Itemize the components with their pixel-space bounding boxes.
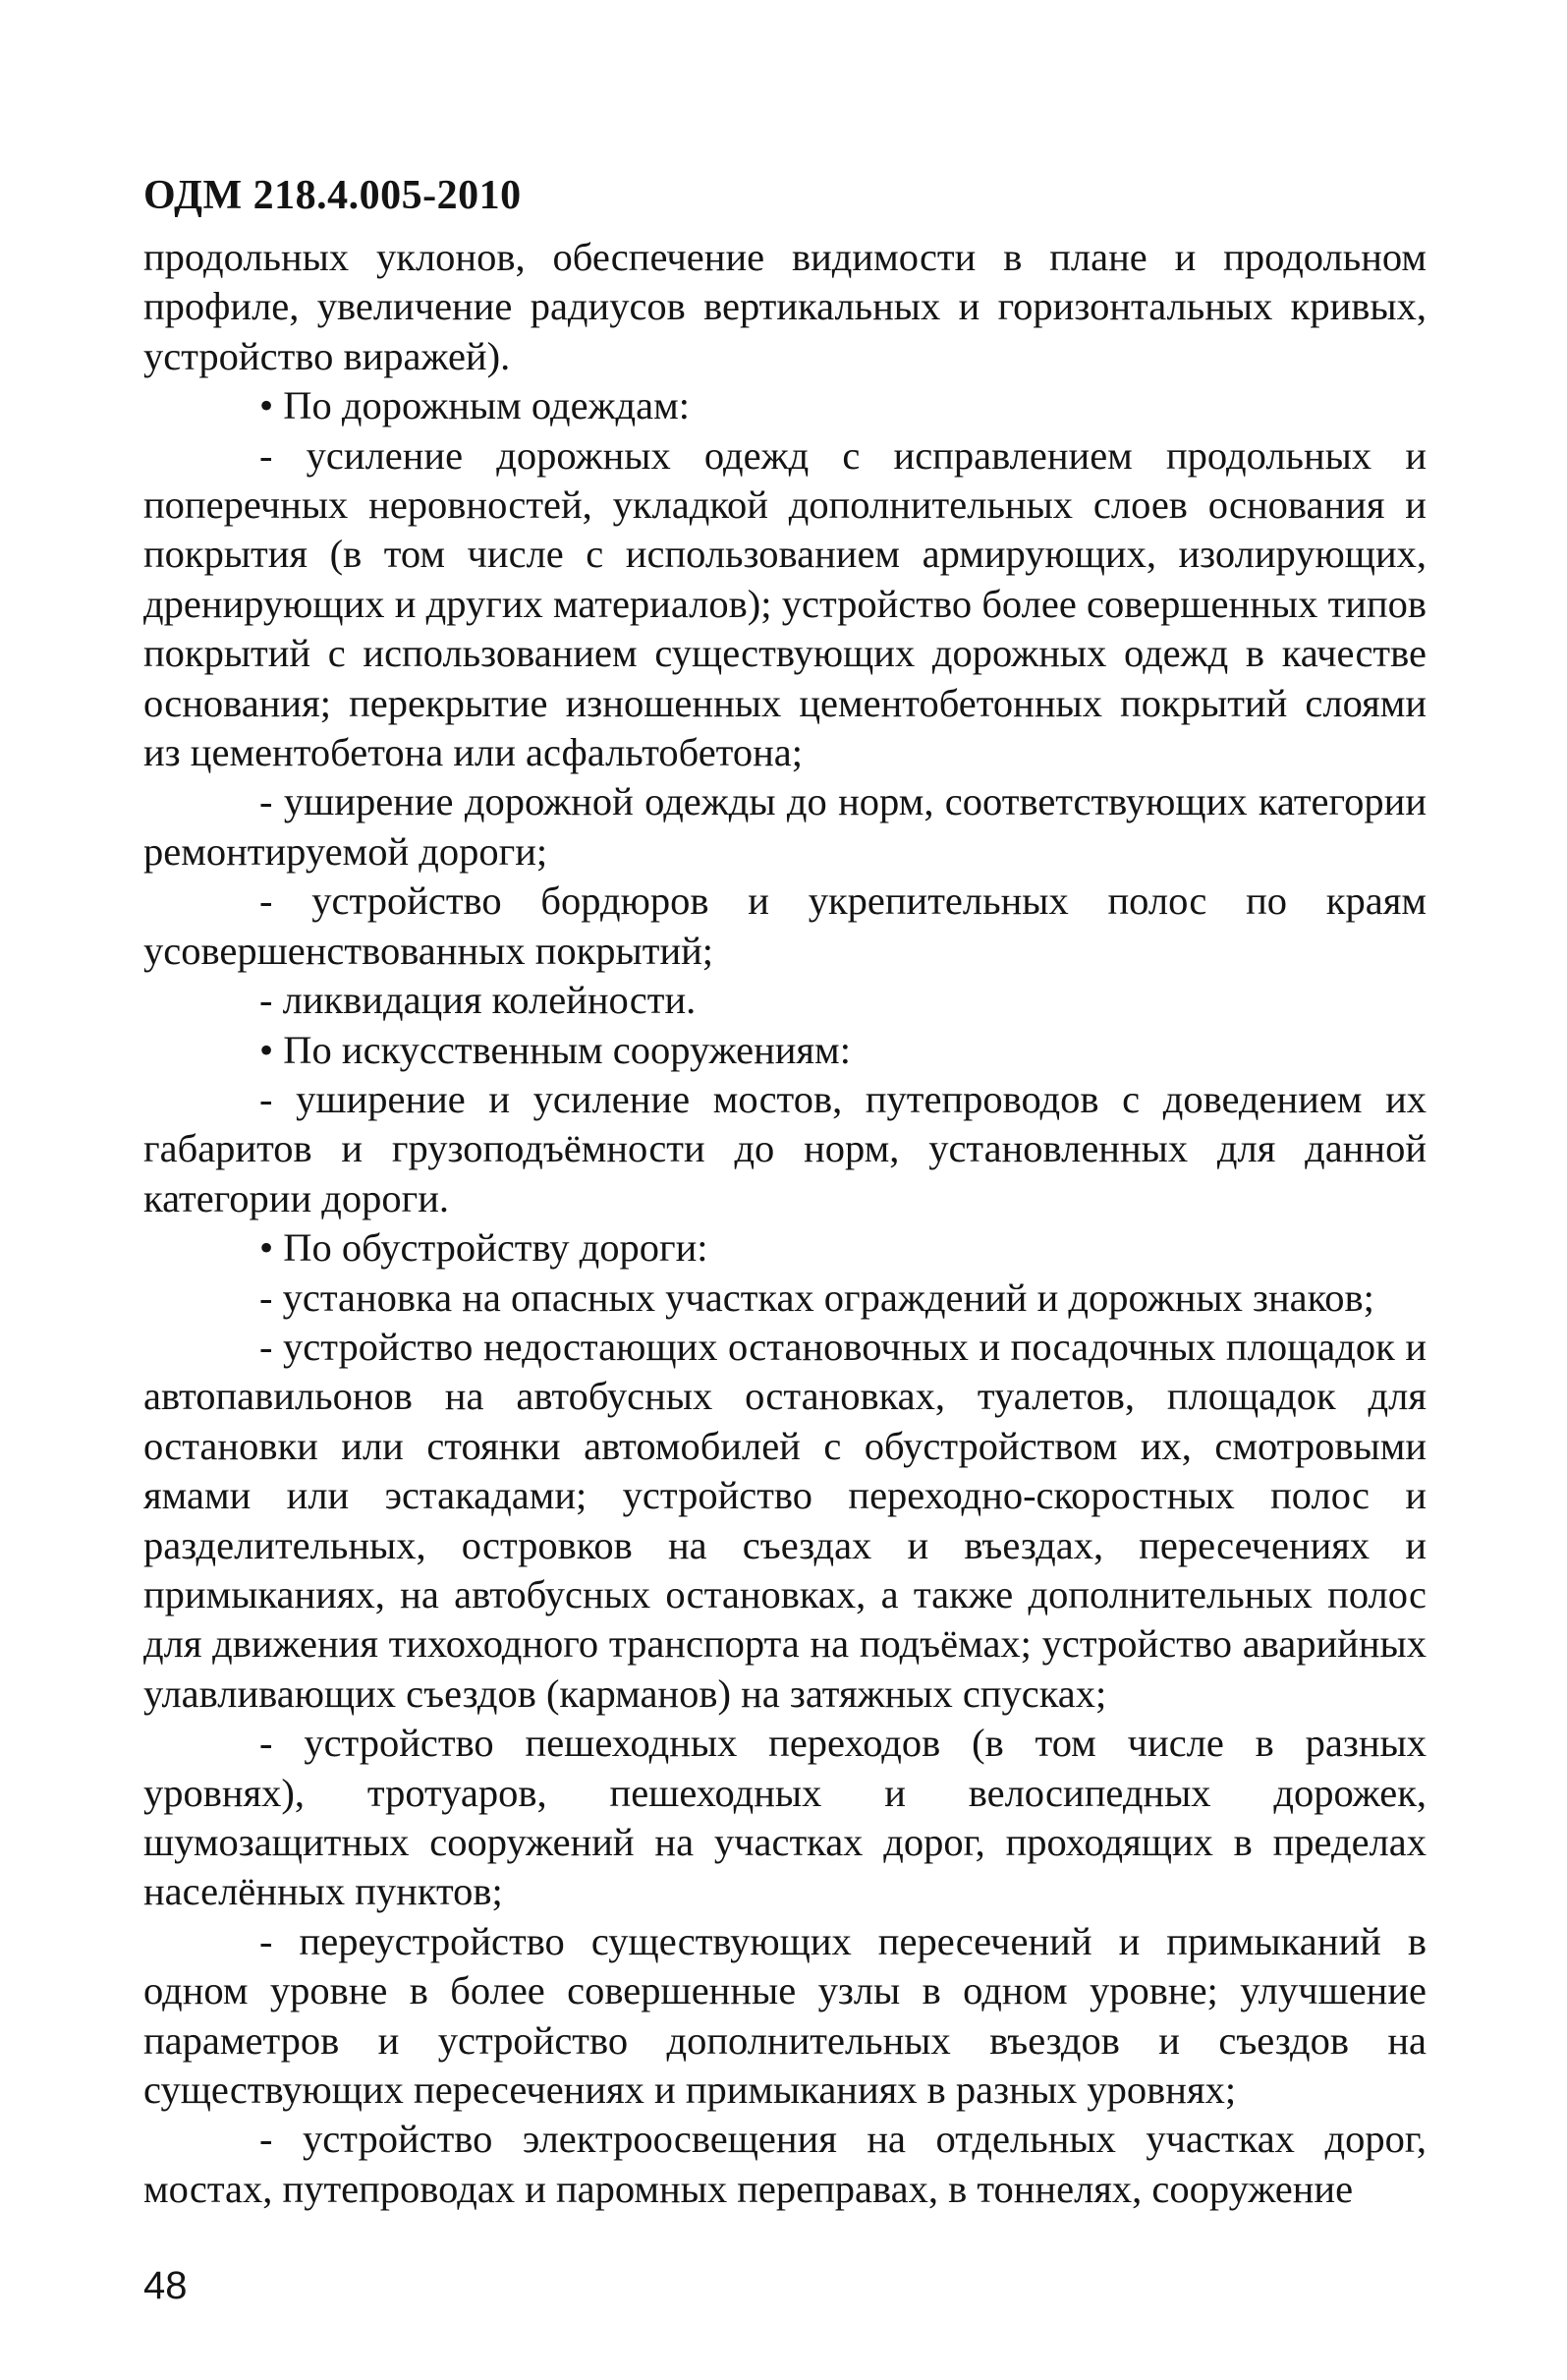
list-item-bridges: - уширение и усиление мостов, путепроводов с доведением их габаритов и грузоподъёмности до норм, установленных для данной категории дороги. (143, 1076, 1427, 1220)
page-number: 48 (143, 2264, 188, 2307)
list-item-pedestrian-crossings: - устройство пешеходных переходов (в том числе в разных уровнях), тротуаров, пешеходных и велосипедных дорожек, шумозащитных сооружений на участках дорог, проходящих в пределах населённых пунктов; (143, 1721, 1427, 1914)
list-item-barriers-signs: - установка на опасных участках ограждений и дорожных знаков; (259, 1275, 1374, 1320)
list-item-intersections: - переустройство существующих пересечений и примыканий в одном уровне в более совершенные узлы в одном уровне; улучшение параметров и устройство дополнительных въездов и съездов на существующих пересечениях и примыканиях в разных уровнях; (143, 1918, 1427, 2113)
list-item-curbs: - устройство бордюров и укрепительных полос по краям усовершенствованных покрытий; (143, 878, 1427, 973)
list-item-pavement-widening: - уширение дорожной одежды до норм, соответствующих категории ремонтируемой дороги; (143, 779, 1427, 874)
document-page (143, 172, 1427, 2214)
list-item-lighting: - устройство электроосвещения на отдельных участках дорог, мостах, путепроводах и паромных переправах, в тоннелях, сооружение (143, 2117, 1427, 2211)
document-code-header: ОДМ 218.4.005-2010 (143, 173, 522, 218)
section-road-pavements: • По дорожным одеждам: (259, 383, 691, 428)
continuation-paragraph: продольных уклонов, обеспечение видимости в плане и продольном профиле, увеличение радиусов вертикальных и горизонтальных кривых, устройство виражей). (143, 235, 1427, 378)
section-artificial-structures: • По искусственным сооружениям: (259, 1027, 851, 1072)
list-item-pavement-strengthening: - усиление дорожных одежд с исправлением продольных и поперечных неровностей, укладкой дополнительных слоев основания и покрытия (в том числе с использованием армирующих, изолирующих, дренирующих и других материалов); устройство более совершенных типов покрытий с использованием существующих дорожных одежд в качестве основания; перекрытие изношенных цементобетонных покрытий слоями из цементобетона или асфальтобетона; (143, 432, 1427, 775)
list-item-stops-platforms: - устройство недостающих остановочных и посадочных площадок и автопавильонов на автобусных остановках, туалетов, площадок для остановки или стоянки автомобилей с обустройством их, смотровыми ямами или эстакадами; устройство переходно-скоростных полос и разделительных, островков на съездах и въездах, пересечениях и примыканиях, на автобусных остановках, а также дополнительных полос для движения тихоходного транспорта на подъёмах; устройство аварийных улавливающих съездов (карманов) на затяжных спусках; (143, 1324, 1427, 1716)
section-road-arrangement: • По обустройству дороги: (259, 1225, 708, 1271)
list-item-rutting: - ликвидация колейности. (259, 978, 697, 1023)
